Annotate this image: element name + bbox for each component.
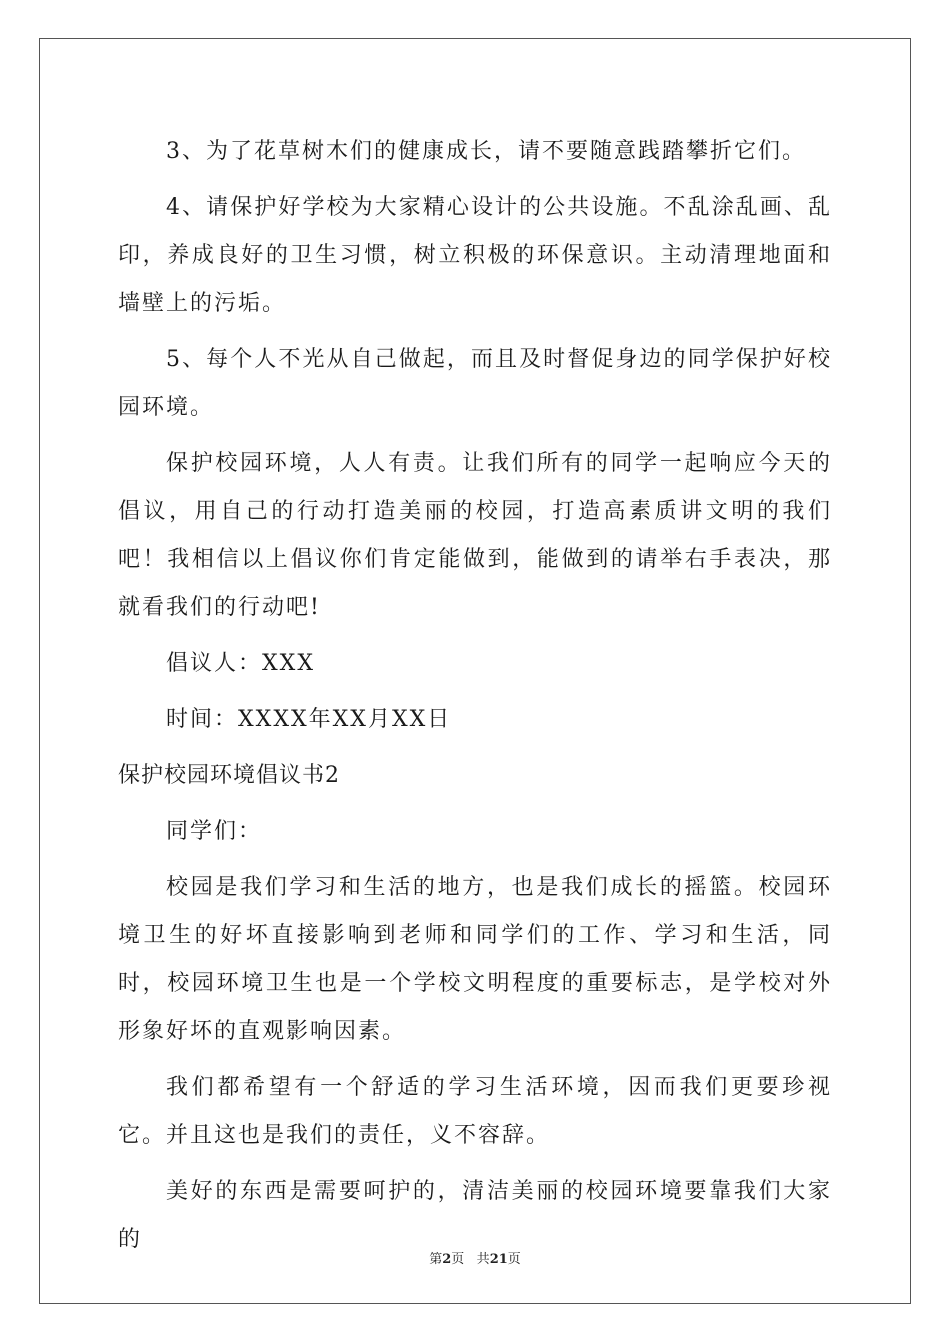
initiator-line: 倡议人：XXX [166,651,315,676]
paragraph-closing: 保护校园环境，人人有责。让我们所有的同学一起响应今天的倡议，用自己的行动打造美丽的校园，打造高素质讲文明的我们吧！我相信以上倡议你们肯定能做到，能做到的请举右手表决，那就看我们的行动吧! [118,451,832,620]
paragraph-item-5: 5、每个人不光从自己做起，而且及时督促身边的同学保护好校园环境。 [118,347,832,420]
total-label-post: 页 [507,1252,521,1267]
section-heading: 保护校园环境倡议书2 [118,763,340,788]
date-line: 时间：XXXX年XX月XX日 [166,707,452,732]
paragraph-item-4: 4、请保护好学校为大家精心设计的公共设施。不乱涂乱画、乱印，养成良好的卫生习惯，树立积极的环保意识。主动清理地面和墙壁上的污垢。 [118,195,832,316]
page-label-pre: 第 [429,1252,443,1267]
document-body [118,128,832,1272]
total-pages: 21 [489,1252,508,1267]
page-footer [0,1248,950,1267]
page-label-post: 页 [451,1252,465,1267]
paragraph-intro: 校园是我们学习和生活的地方，也是我们成长的摇篮。校园环境卫生的好坏直接影响到老师和同学们的工作、学习和生活，同时，校园环境卫生也是一个学校文明程度的重要标志，是学校对外形象好坏的直观影响因素。 [118,875,832,1044]
page-number: 2 [442,1252,452,1267]
paragraph-care: 美好的东西是需要呵护的，清洁美丽的校园环境要靠我们大家的 [118,1179,832,1252]
paragraph-wish: 我们都希望有一个舒适的学习生活环境，因而我们更要珍视它。并且这也是我们的责任，义不容辞。 [118,1075,832,1148]
salutation: 同学们： [166,819,263,844]
paragraph-item-3: 3、为了花草树木们的健康成长，请不要随意践踏攀折它们。 [166,139,806,164]
total-label-pre: 共 [476,1252,490,1267]
